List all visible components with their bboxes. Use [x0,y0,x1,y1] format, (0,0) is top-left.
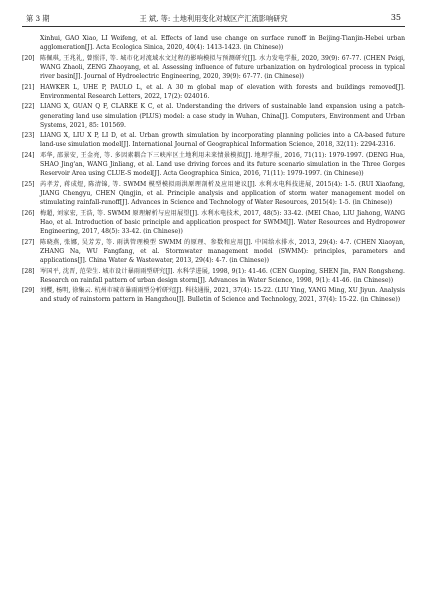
reference-item [22,151,405,178]
reference-text: 刘樱, 杨明, 徐集云. 杭州市城市暴雨雨型分析研究[J]. 科技通报, 2021, 37(4): 15-22. (LIU Ying, YANG Ming, XU Jiyun. Analysis and study of rainstorm pattern in Hangzhou[J]. Bulletin of Science and Technology, 2021, 37(4): 15-22. (in Chinese)) [40,287,405,304]
reference-text: Xinhui, GAO Xiao, LI Weifeng, et al. Effects of land use change on surface runoff in Beijing-Tianjin-Hebei urban agglomeration[J]. Acta Ecologica Sinica, 2020, 40(4): 1413-1423. (in Chinese)) [40,35,405,52]
page-number: 35 [390,13,401,22]
reference-item [22,209,405,236]
reference-list [22,34,405,306]
reference-number: [26] [22,209,35,217]
reference-number: [22] [22,103,35,111]
reference-item [22,83,405,101]
reference-item [22,286,405,304]
reference-text: 陈佩琪, 王兆礼, 曾照洋, 等. 城市化对流域水文过程的影响模拟与预测研究[J]. 水力发电学报, 2020, 39(9): 67-77. (CHEN Peiqi, WANG Zhaoli, ZENG Zhaoyang, et al. Assessing influence of future urbanization on hydrological process in typical river basin[J]. Journal of Hydroelectric Engineering, 2020, 39(9): 67-77. (in Chinese)) [40,54,405,80]
reference-text: LIANG X, LIU X P, LI D, et al. Urban growth simulation by incorporating planning policies into a CA-based future land-use simulation model[J]. International Journal of Geographical Information Science, 2018, 32(11): 2294-2316. [40,132,405,149]
reference-text: 梅超, 刘家宏, 王浩, 等. SWMM 原理解析与应用展望[J]. 水利水电技术, 2017, 48(5): 33-42. (MEI Chao, LIU Jiahong, WANG Hao, et al. Introduction of basic principle and application prospect for SWMM[J]. Water Resources and Hydropower Engineering, 2017, 48(5): 33-42. (in Chinese)) [40,209,405,236]
reference-item [22,54,405,81]
reference-item [22,238,405,265]
reference-item [22,180,405,207]
reference-item [22,34,405,52]
reference-number: [25] [22,180,35,188]
issue-label: 第 3 期 [26,14,50,23]
reference-number: [29] [22,287,35,295]
reference-number: [28] [22,267,35,275]
running-title: 王 斌, 等: 土地利用变化对城区产汇流影响研究 [139,14,288,23]
reference-text: 芮孝芳, 蒋成煜, 陈清锦, 等. SWMM 模型模拟雨洪原理剖析及应用建议[J]. 水利水电科技进展, 2015(4): 1-5. (RUI Xiaofang, JIANG Chengyu, CHEN Qingjin, et al. Principle analysis and application of storm water management model on stimulating rainfall-runoff[J]. Advances in Science and Technology of Water Resources, 2015(4): 1-5. (in Chinese)) [40,180,405,207]
page-header [22,12,405,27]
reference-text: 邓华, 邵景安, 王金亮, 等. 多因素耦合下三峡库区土地利用未来情景模拟[J]. 地理学报, 2016, 71(11): 1979-1997. (DENG Hua, SHAO Jing'an, WANG Jinliang, et al. Land use driving forces and its future scenario simulation in the Three Gorges Reservoir Area using CLUE-S model[J]. Acta Geographica Sinica, 2016, 71(11): 1979-1997. (in Chinese)) [40,152,405,178]
reference-text: HAWKER L, UHE P, PAULO L, et al. A 30 m global map of elevation with forests and buildings removed[J]. Environmental Research Letters, 2022, 17(2): 024016. [40,83,405,100]
reference-number: [21] [22,83,35,91]
reference-item [22,102,405,129]
reference-number: [24] [22,152,35,160]
reference-item [22,267,405,285]
reference-text: 岑国平, 沈晋, 范荣生. 城市设计暴雨雨型研究[J]. 水科学进展, 1998, 9(1): 41-46. (CEN Guoping, SHEN Jin, FAN Rongsheng. Research on rainfall pattern of urban design storm[J]. Advances in Water Science, 1998, 9(1): 41-46. (in Chinese)) [40,267,405,284]
reference-item [22,131,405,149]
reference-text: LIANG X, GUAN Q F, CLARKE K C, et al. Understanding the drivers of sustainable land expansion using a patch-generating land use simulation (PLUS) model: a case study in Wuhan, China[J]. Computers, Environment and Urban Systems, 2021, 85: 101569. [40,103,405,129]
reference-number: [20] [22,54,35,62]
reference-number: [27] [22,238,35,246]
reference-text: 陈晓燕, 张娜, 吴芳芳, 等. 雨洪管理模型 SWMM 的原理、参数和应用[J]. 中国给水排水, 2013, 29(4): 4-7. (CHEN Xiaoyan, ZHANG Na, WU Fangfang, et al. Stormwater management model (SWMM): principles, parameters and applications[J]. China Water & Wastewater, 2013, 29(4): 4-7. (in Chinese)) [40,238,405,264]
reference-number: [23] [22,132,35,140]
